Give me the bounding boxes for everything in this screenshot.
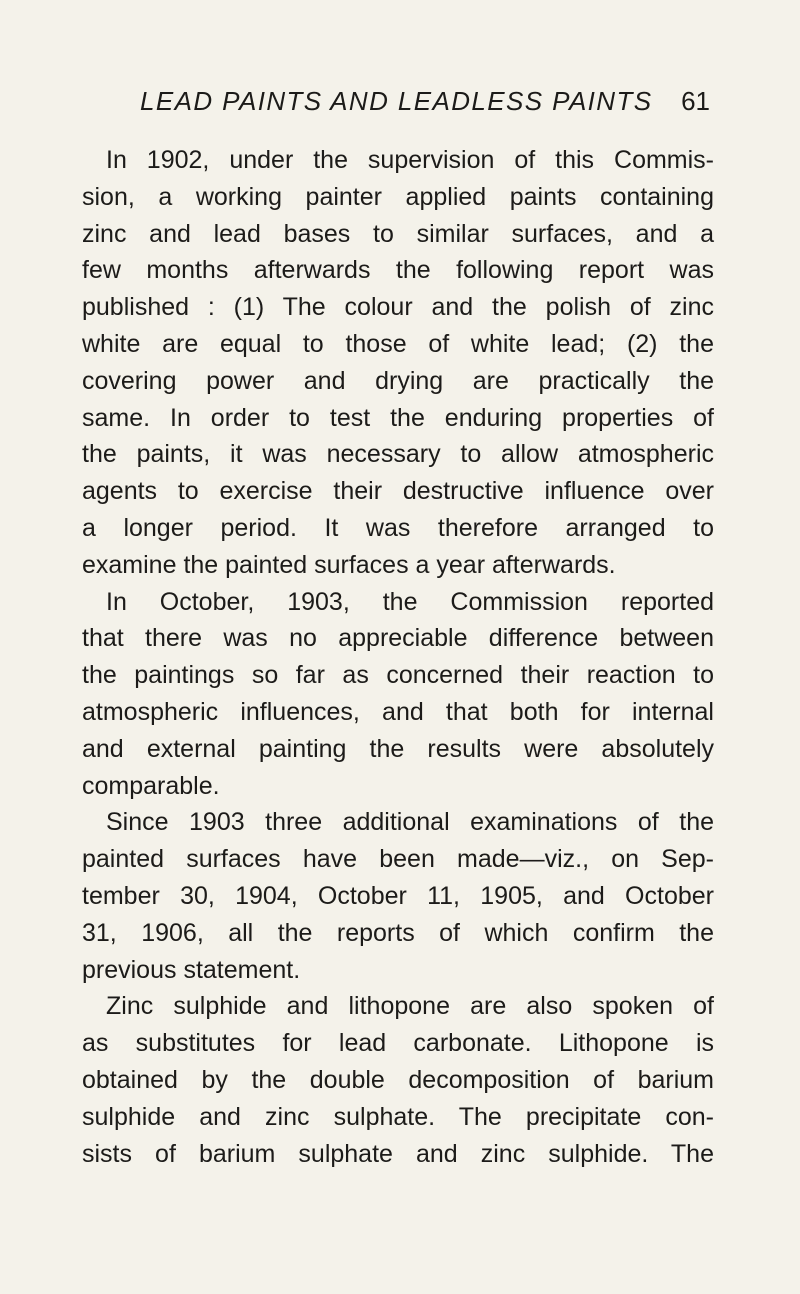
running-title: LEAD PAINTS AND LEADLESS PAINTS <box>140 86 653 116</box>
text-line: few months afterwards the following report was <box>82 256 714 285</box>
text-line: a longer period. It was therefore arranged to <box>82 513 714 542</box>
text-line: agents to exercise their destructive influence over <box>82 477 714 506</box>
text-line: same. In order to test the enduring properties of <box>82 403 714 432</box>
text-line: In October, 1903, the Commission reported <box>106 587 714 616</box>
text-line: obtained by the double decomposition of barium <box>82 1065 714 1094</box>
text-line: white are equal to those of white lead; (2) the <box>82 329 714 358</box>
text-line: that there was no appreciable difference between <box>82 624 714 653</box>
text-line: atmospheric influences, and that both for internal <box>82 697 714 726</box>
text-line: the paints, it was necessary to allow atmospheric <box>82 440 714 469</box>
running-header <box>130 86 710 126</box>
text-line: zinc and lead bases to similar surfaces, and a <box>82 219 714 248</box>
text-line: examine the painted surfaces a year afterwards. <box>82 550 616 579</box>
text-line: sulphide and zinc sulphate. The precipitate con- <box>82 1102 714 1131</box>
text-line: covering power and drying are practically the <box>82 366 714 395</box>
body-text <box>82 142 714 1172</box>
text-line: sists of barium sulphate and zinc sulphide. The <box>82 1139 714 1168</box>
text-line: Since 1903 three additional examinations of the <box>106 808 714 837</box>
text-line: the paintings so far as concerned their reaction to <box>82 661 714 690</box>
text-line: previous statement. <box>82 955 301 984</box>
text-line: Zinc sulphide and lithopone are also spoken of <box>106 992 714 1021</box>
text-line: and external painting the results were absolutely <box>82 734 714 763</box>
text-line: published : (1) The colour and the polish of zinc <box>82 293 714 322</box>
text-line: tember 30, 1904, October 11, 1905, and October <box>82 881 714 910</box>
text-line: 31, 1906, all the reports of which confirm the <box>82 918 714 947</box>
text-line: comparable. <box>82 771 220 800</box>
text-line: In 1902, under the supervision of this Commis- <box>106 146 714 174</box>
page-number: 61 <box>681 86 710 116</box>
text-line: as substitutes for lead carbonate. Lithopone is <box>82 1029 714 1058</box>
text-line: sion, a working painter applied paints containing <box>82 182 714 211</box>
text-line: painted surfaces have been made—viz., on Sep- <box>82 845 714 874</box>
